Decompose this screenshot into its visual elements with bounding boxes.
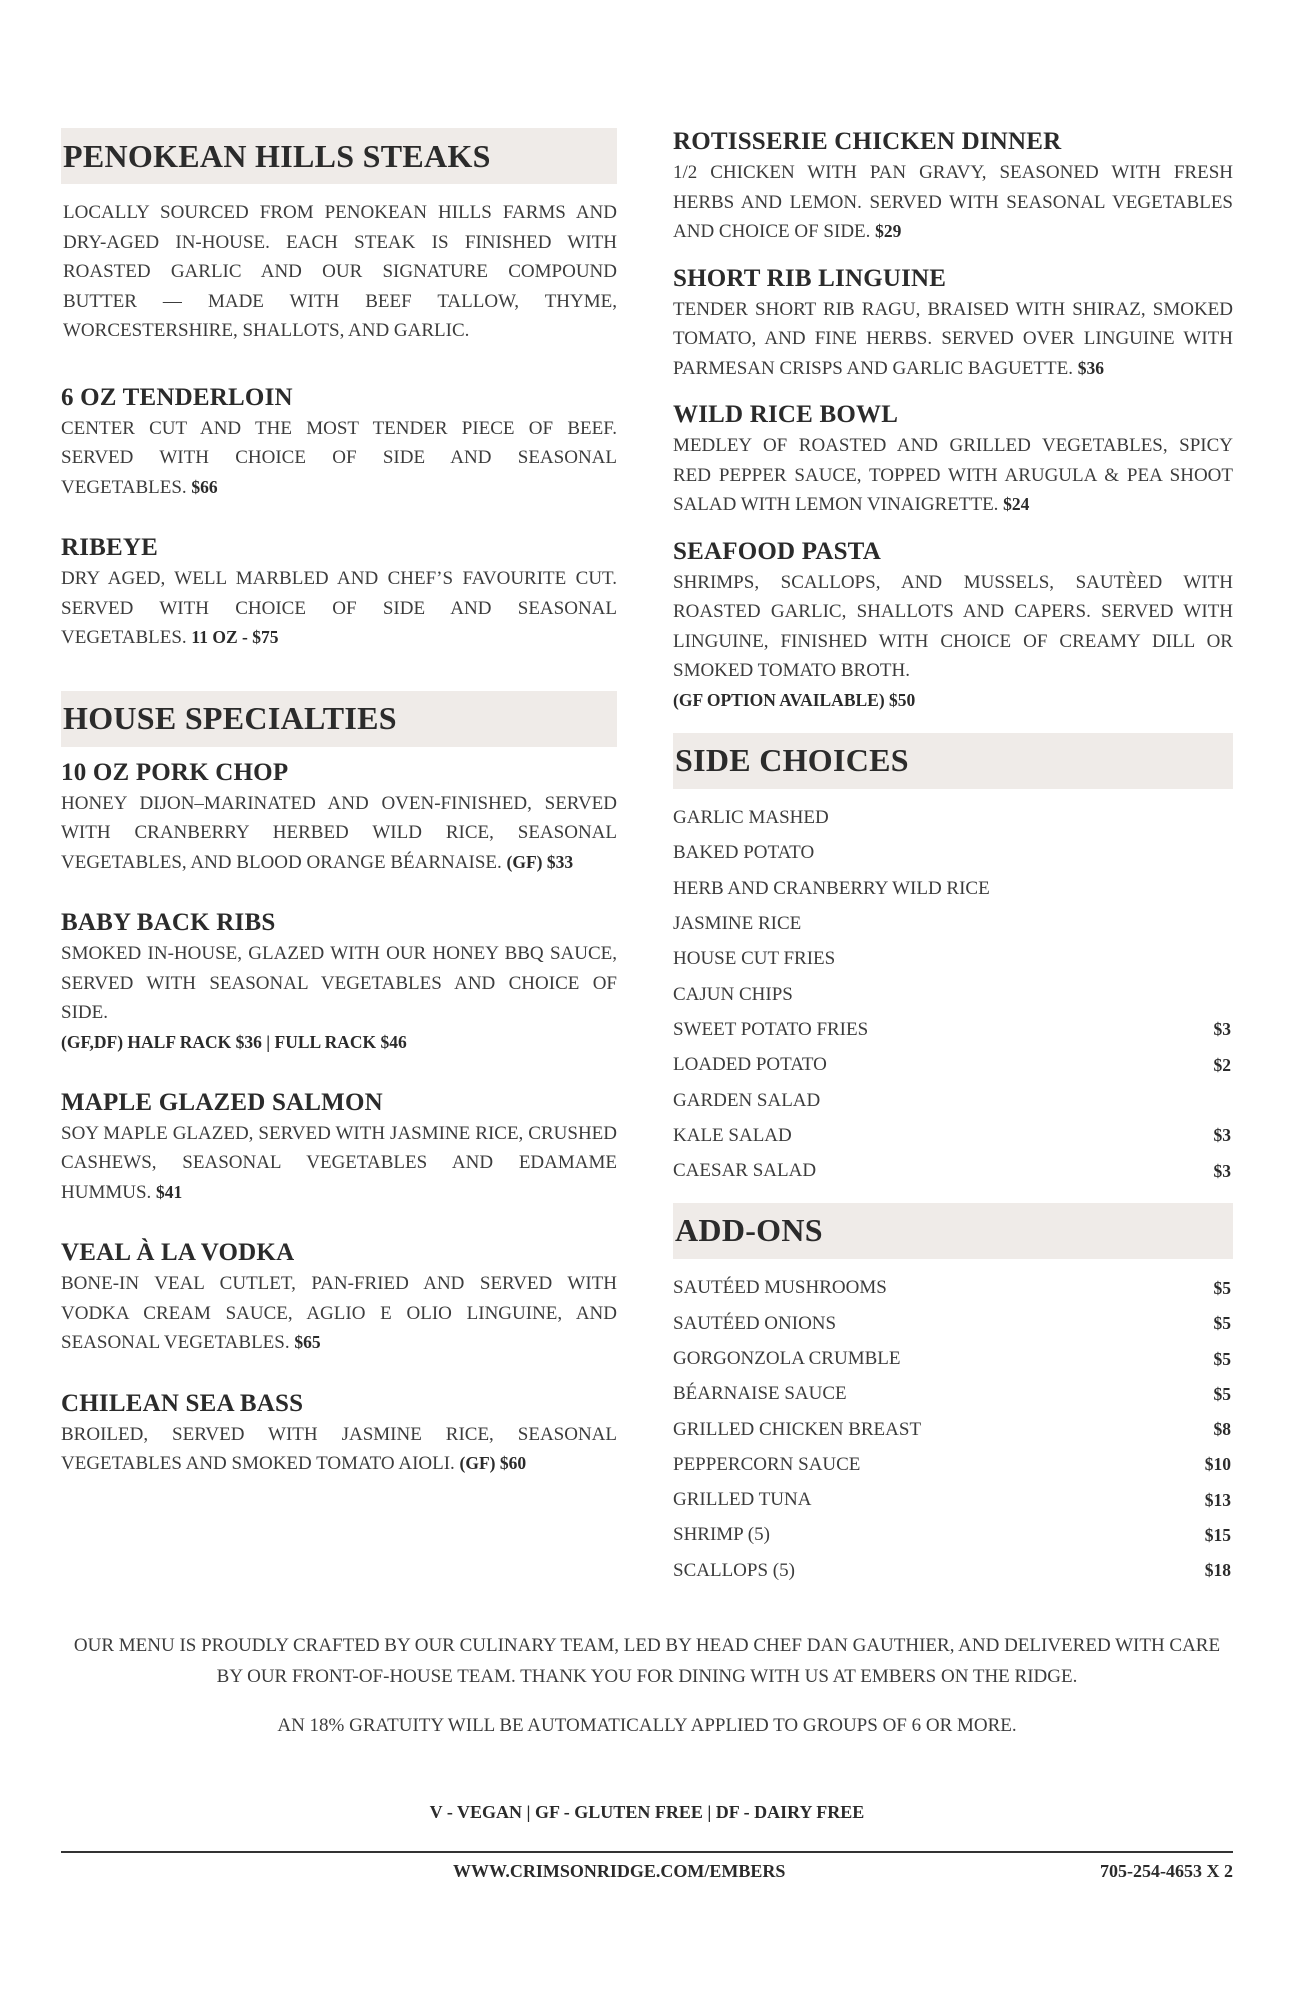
item-name: SHORT RIB LINGUINE [673,264,947,292]
item-price: $65 [294,1332,321,1352]
list-item: SAUTÉED ONIONS $5 [673,1312,1231,1334]
left-column [61,128,617,1479]
menu-item [61,757,617,878]
list-item: LOADED POTATO $2 [673,1054,1231,1076]
list-item: BAKED POTATO [673,842,815,864]
item-name: 6 OZ TENDERLOIN [61,383,293,411]
list-item: HERB AND CRANBERRY WILD RICE [673,877,990,899]
item-price: (GF) $60 [459,1453,527,1473]
item-name: BABY BACK RIBS [61,909,276,936]
right-column [673,126,1233,1588]
sides-list [673,801,1233,1189]
item-description: DRY AGED, WELL MARBLED AND CHEF’S FAVOURITE CUT. SERVED WITH CHOICE OF SIDE AND SEASONAL VEGETABLES. 11 OZ - $75 [61,568,617,648]
menu-item [61,532,617,653]
item-price: (GF,DF) HALF RACK $36 | FULL RACK $46 [61,1031,407,1052]
item-price: 11 OZ - $75 [191,627,279,647]
list-item: GORGONZOLA CRUMBLE $5 [673,1348,1231,1369]
list-item: BÉARNAISE SAUCE $5 [673,1383,1231,1405]
item-name: RIBEYE [61,534,159,561]
menu-item [673,399,1233,520]
list-item: SAUTÉED MUSHROOMS $5 [673,1277,1231,1299]
specialties-section-header [61,691,617,747]
steaks-intro: LOCALLY SOURCED FROM PENOKEAN HILLS FARMS AND DRY-AGED IN-HOUSE. EACH STEAK IS FINISHED WITH ROASTED GARLIC AND OUR SIGNATURE COMPOUND BUTTER — MADE WITH BEEF TALLOW, THYME, WORCESTERSHIRE, SHALLOTS, AND GARLIC. [63,202,617,341]
addons-section-header [673,1203,1233,1259]
gratuity-note: AN 18% GRATUITY WILL BE AUTOMATICALLY APPLIED TO GROUPS OF 6 OR MORE. [277,1715,1017,1736]
item-price: (GF OPTION AVAILABLE) $50 [673,689,916,710]
specialties-section-title: HOUSE SPECIALTIES [63,700,397,736]
item-description: CENTER CUT AND THE MOST TENDER PIECE OF BEEF. SERVED WITH CHOICE OF SIDE AND SEASONAL VEGETABLES. $66 [61,417,617,498]
list-item: PEPPERCORN SAUCE $10 [673,1453,1231,1475]
addons-section-title: ADD-ONS [675,1212,823,1249]
website-link[interactable]: WWW.CRIMSONRIDGE.COM/EMBERS [453,1861,786,1881]
menu-item [61,382,617,503]
item-price: $24 [1003,494,1030,514]
item-description: 1/2 CHICKEN WITH PAN GRAVY, SEASONED WITH FRESH HERBS AND LEMON. SERVED WITH SEASONAL VEGETABLES AND CHOICE OF SIDE. $29 [673,162,1233,242]
item-name: ROTISSERIE CHICKEN DINNER [673,128,1062,155]
item-description: TENDER SHORT RIB RAGU, BRAISED WITH SHIRAZ, SMOKED TOMATO, AND FINE HERBS. SERVED OVER LINGUINE WITH PARMESAN CRISPS AND GARLIC BAGUETTE. $36 [673,298,1233,379]
item-name: MAPLE GLAZED SALMON [61,1088,383,1116]
item-price: $41 [156,1181,183,1202]
item-description: SOY MAPLE GLAZED, SERVED WITH JASMINE RICE, CRUSHED CASHEWS, SEASONAL VEGETABLES AND EDAMAME HUMMUS. $41 [61,1122,617,1203]
addons-list [673,1271,1233,1589]
item-name: CHILEAN SEA BASS [61,1389,304,1417]
steaks-section-header [61,128,617,184]
list-item: SHRIMP (5) $15 [673,1524,1231,1546]
list-item: KALE SALAD $3 [673,1124,1231,1146]
list-item: GRILLED TUNA $13 [673,1489,1231,1511]
menu-item [673,126,1233,247]
item-price: $66 [191,476,218,497]
menu-item [673,536,1233,715]
footer-divider [61,1851,1233,1853]
sides-section-header [673,733,1233,789]
list-item: CAJUN CHIPS [673,983,793,1005]
menu-item [61,1237,617,1358]
list-item: GRILLED CHICKEN BREAST $8 [673,1418,1231,1440]
item-price: (GF) $33 [506,851,574,872]
item-description: HONEY DIJON–MARINATED AND OVEN-FINISHED, SERVED WITH CRANBERRY HERBED WILD RICE, SEASONAL VEGETABLES, AND BLOOD ORANGE BÉARNAISE. (GF) $33 [61,792,617,873]
list-item: SCALLOPS (5) $18 [673,1559,1231,1581]
item-description: BROILED, SERVED WITH JASMINE RICE, SEASONAL VEGETABLES AND SMOKED TOMATO AIOLI. (GF) $60 [61,1423,617,1474]
menu-item [61,1388,617,1479]
item-description: SHRIMPS, SCALLOPS, AND MUSSELS, SAUTÈED WITH ROASTED GARLIC, SHALLOTS AND CAPERS. SERVED WITH LINGUINE, FINISHED WITH CHOICE OF CREAMY DILL OR SMOKED TOMATO BROTH. [673,571,1233,681]
item-name: VEAL À LA VODKA [61,1239,295,1266]
item-description: BONE-IN VEAL CUTLET, PAN-FRIED AND SERVED WITH VODKA CREAM SAUCE, AGLIO E OLIO LINGUINE, AND SEASONAL VEGETABLES. $65 [61,1273,617,1353]
list-item: SWEET POTATO FRIES $3 [673,1018,1231,1040]
item-description: SMOKED IN-HOUSE, GLAZED WITH OUR HONEY BBQ SAUCE, SERVED WITH SEASONAL VEGETABLES AND CHOICE OF SIDE. [61,943,617,1023]
list-item: JASMINE RICE [673,913,802,935]
item-name: WILD RICE BOWL [673,401,899,428]
list-item: GARDEN SALAD [673,1089,821,1111]
menu-item [61,907,617,1057]
menu-item [61,1087,617,1208]
list-item: GARLIC MASHED [673,807,829,829]
list-item: HOUSE CUT FRIES [673,948,836,970]
steaks-section-title: PENOKEAN HILLS STEAKS [63,137,491,174]
item-price: $36 [1077,357,1104,378]
item-name: 10 OZ PORK CHOP [61,758,289,786]
item-price: $29 [875,221,902,241]
phone-number: 705-254-4653 X 2 [1100,1861,1233,1881]
sides-section-title: SIDE CHOICES [675,742,909,778]
credit-note: OUR MENU IS PROUDLY CRAFTED BY OUR CULINARY TEAM, LED BY HEAD CHEF DAN GAUTHIER, AND DELIVERED WITH CARE BY OUR FRONT-OF-HOUSE TEAM. THANK YOU FOR DINING WITH US AT EMBERS ON THE RIDGE. [73,1635,1221,1687]
item-name: SEAFOOD PASTA [673,537,881,565]
menu-item [673,263,1233,384]
item-description: MEDLEY OF ROASTED AND GRILLED VEGETABLES, SPICY RED PEPPER SAUCE, TOPPED WITH ARUGULA & PEA SHOOT SALAD WITH LEMON VINAIGRETTE. $24 [673,435,1233,515]
list-item: CAESAR SALAD $3 [673,1160,1231,1182]
dietary-legend: V - VEGAN | GF - GLUTEN FREE | DF - DAIRY FREE [429,1802,865,1822]
